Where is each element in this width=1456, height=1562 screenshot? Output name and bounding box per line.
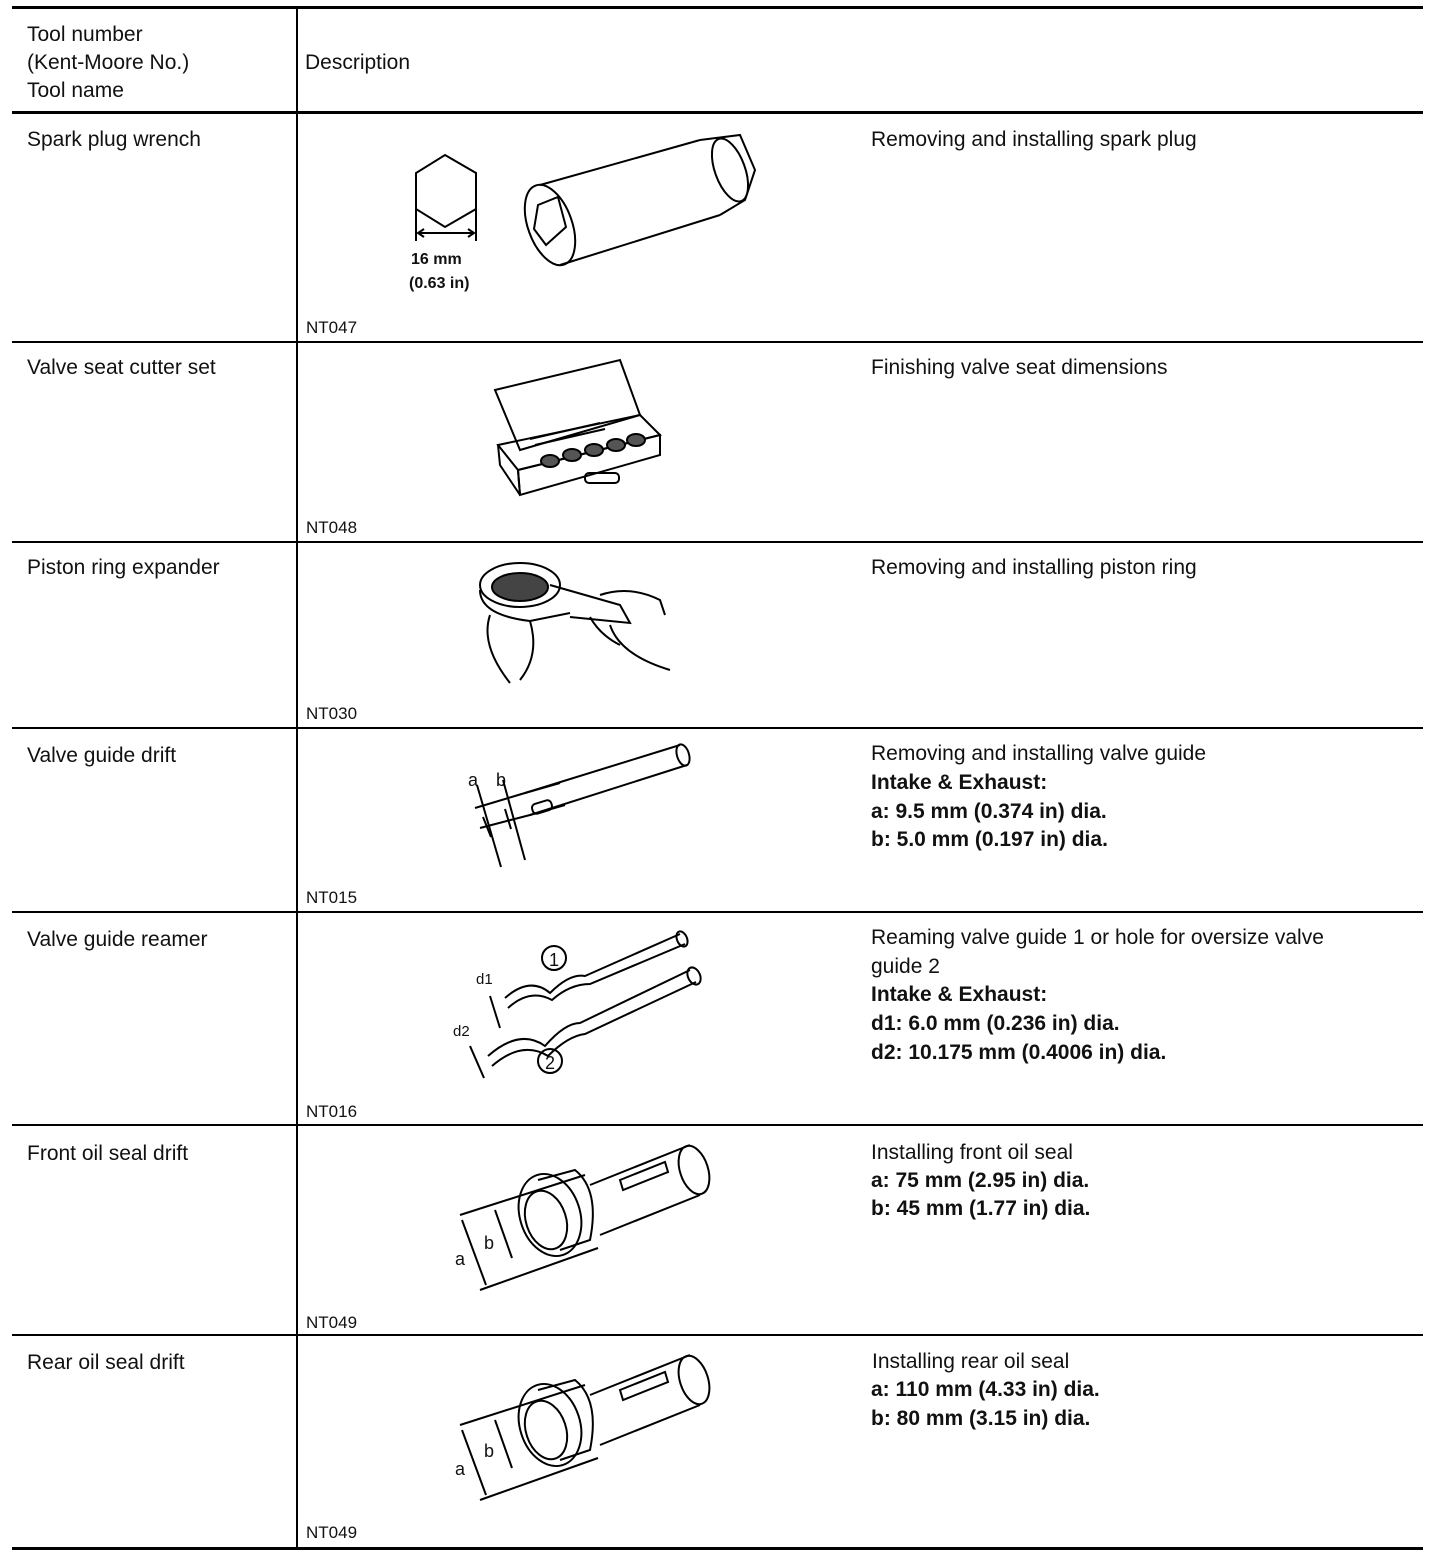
row-divider <box>12 1124 1423 1126</box>
callout-1-badge: 1 <box>541 945 567 971</box>
column-divider <box>296 8 298 1549</box>
dimension-spec: b: 5.0 mm (0.197 in) dia. <box>871 828 1108 851</box>
figure-code: NT048 <box>306 518 358 537</box>
dimension-label: (0.63 in) <box>409 275 470 292</box>
dimension-label: a <box>455 1249 466 1269</box>
tool-name: Valve guide reamer <box>27 928 208 951</box>
dimension-spec: a: 9.5 mm (0.374 in) dia. <box>871 800 1107 823</box>
figure-code: NT049 <box>306 1523 358 1542</box>
tool-name: Valve guide drift <box>27 744 177 767</box>
row-divider <box>12 1334 1423 1336</box>
dimension-spec: b: 45 mm (1.77 in) dia. <box>871 1197 1091 1220</box>
header-description: Description <box>305 51 411 74</box>
tool-name: Rear oil seal drift <box>27 1351 185 1374</box>
row-divider <box>12 341 1423 343</box>
row-divider <box>12 727 1423 729</box>
dimension-label: d2 <box>453 1023 470 1040</box>
table-top-rule <box>12 6 1423 9</box>
figure-code: NT049 <box>306 1313 358 1332</box>
tool-name: Front oil seal drift <box>27 1142 189 1165</box>
tool-description-cont: guide 2 <box>871 955 940 978</box>
header-tool-number: Tool number <box>27 23 143 46</box>
valve-guide-reamer-illustration <box>470 928 710 1088</box>
intake-exhaust-label: Intake & Exhaust: <box>871 983 1048 1006</box>
intake-exhaust-label: Intake & Exhaust: <box>871 771 1048 794</box>
tool-name: Spark plug wrench <box>27 128 201 151</box>
dimension-label: b <box>484 1233 495 1253</box>
figure-code: NT016 <box>306 1102 358 1121</box>
tool-description: Installing rear oil seal <box>872 1350 1070 1373</box>
dimension-label: b <box>484 1441 495 1461</box>
tool-description: Installing front oil seal <box>871 1141 1073 1164</box>
valve-seat-cutter-set-illustration <box>490 355 670 500</box>
tool-name: Valve seat cutter set <box>27 356 216 379</box>
dimension-label: 16 mm <box>411 251 462 268</box>
valve-guide-drift-illustration <box>465 745 700 870</box>
dimension-label: a <box>455 1459 466 1479</box>
front-oil-seal-drift-illustration <box>450 1140 715 1295</box>
figure-code: NT047 <box>306 318 358 337</box>
table-bottom-rule <box>12 1547 1423 1550</box>
header-bottom-rule <box>12 111 1423 114</box>
tool-description: Removing and installing piston ring <box>871 556 1197 579</box>
figure-code: NT015 <box>306 888 358 907</box>
tool-description: Finishing valve seat dimensions <box>871 356 1168 379</box>
spark-plug-wrench-illustration <box>400 125 770 275</box>
dimension-label: d1 <box>476 971 493 988</box>
tool-description: Reaming valve guide 1 or hole for oversize valve <box>871 926 1324 949</box>
header-kent-moore: (Kent-Moore No.) <box>27 51 190 74</box>
figure-code: NT030 <box>306 704 358 723</box>
tool-description: Removing and installing spark plug <box>871 128 1197 151</box>
rear-oil-seal-drift-illustration <box>450 1350 715 1505</box>
dimension-spec: d2: 10.175 mm (0.4006 in) dia. <box>871 1041 1167 1064</box>
dimension-spec: d1: 6.0 mm (0.236 in) dia. <box>871 1012 1120 1035</box>
tool-name: Piston ring expander <box>27 556 220 579</box>
dimension-label: b <box>496 770 507 790</box>
dimension-label: a <box>468 770 479 790</box>
dimension-spec: a: 75 mm (2.95 in) dia. <box>871 1169 1090 1192</box>
row-divider <box>12 541 1423 543</box>
dimension-spec: a: 110 mm (4.33 in) dia. <box>871 1378 1100 1401</box>
piston-ring-expander-illustration <box>470 555 680 685</box>
row-divider <box>12 911 1423 913</box>
callout-2-badge: 2 <box>537 1048 563 1074</box>
header-tool-name: Tool name <box>27 79 124 102</box>
dimension-spec: b: 80 mm (3.15 in) dia. <box>871 1407 1091 1430</box>
tool-description: Removing and installing valve guide <box>871 742 1207 765</box>
